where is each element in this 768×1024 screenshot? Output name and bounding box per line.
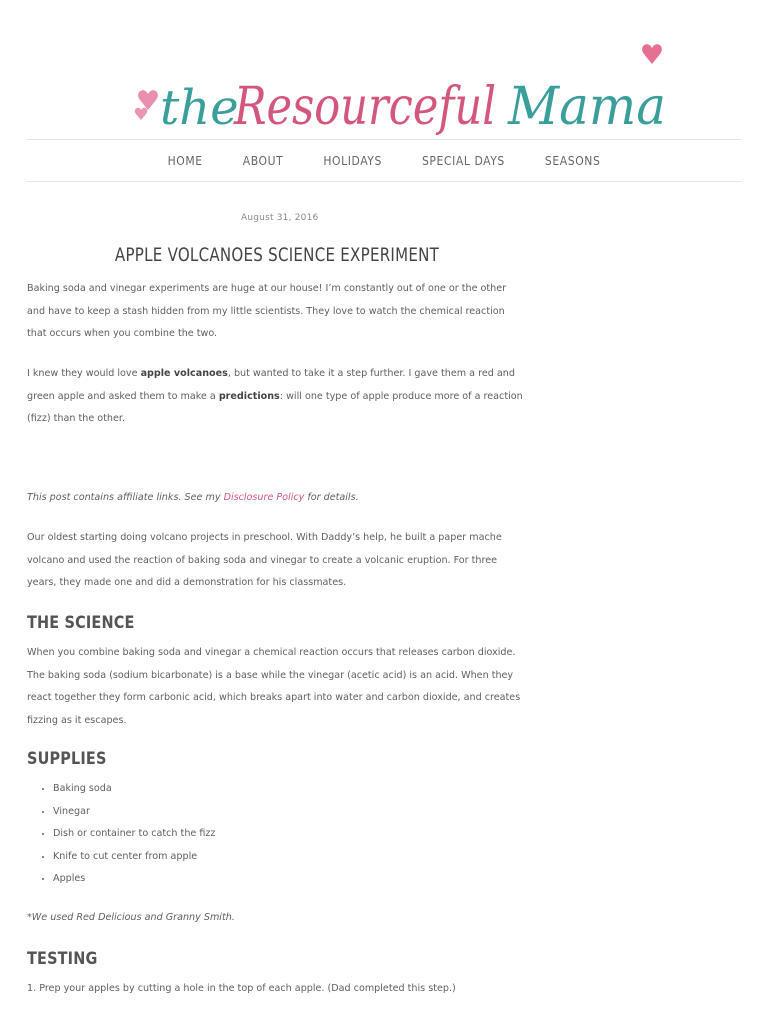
supplies-list-block [27,778,527,891]
svg-text:Mama: Mama [507,77,666,137]
nav-about[interactable]: ABOUT [242,153,284,168]
history-paragraph: Our oldest starting doing volcano projects in preschool. With Daddy’s help, he built a paper mache volcano and used the reaction of baking soda and vinegar to create a volcanic eruption. For three years, they made one and did a demonstration for his classmates. [27,532,502,588]
testing-step-block [27,978,527,1001]
science-paragraph-block [27,642,527,732]
main-nav [27,139,741,182]
post-title: APPLE VOLCANOES SCIENCE EXPERIMENT [114,244,440,266]
testing-section [27,949,527,969]
post-date: August 31, 2016 [241,213,319,223]
disclosure-policy-link[interactable]: Disclosure Policy [223,492,305,503]
science-heading: THE SCIENCE [27,613,135,633]
supplies-list [27,778,527,891]
logo-the: the [160,80,239,136]
prediction-paragraph-block [27,363,527,431]
apple-note-block [27,907,527,930]
list-item: • Vinegar [53,801,527,824]
list-item: • Dish or container to catch the fizz [53,823,527,846]
list-item: • Apples [53,868,527,891]
nav-home[interactable]: HOME [167,153,203,168]
testing-heading: TESTING [27,949,98,969]
affiliate-note: This post contains affiliate links. See my Disclosure Policy for details. [27,492,359,503]
svg-text:Resourceful: Resourceful [233,77,496,137]
affiliate-note-block [27,487,527,510]
list-item: • Baking soda [53,778,527,801]
nav-seasons[interactable]: SEASONS [544,153,601,168]
bold-predictions: predictions [218,390,280,402]
science-section [27,613,527,633]
intro-paragraph-block [27,278,527,346]
nav-holidays[interactable]: HOLIDAYS [323,153,382,168]
supplies-section [27,749,527,769]
heart-icon [642,44,662,64]
bold-apple-volcanoes: apple volcanoes [140,368,228,379]
intro-paragraph: Baking soda and vinegar experiments are huge at our house! I’m constantly out of one or the other and have to keep a stash hidden from my little scientists. They love to watch the chemical reaction that occurs when you combine the two. [27,283,507,339]
list-item: • Knife to cut center from apple [53,846,527,869]
science-paragraph: When you combine baking soda and vinegar a chemical reaction occurs that releases carbon dioxide. The baking soda (sodium bicarbonate) is a base while the vinegar (acetic acid) is an acid. When they react together they form carbonic acid, which breaks apart into water and carbon dioxide, and creates fizzing as it escapes. [27,647,521,726]
testing-step-1: 1. Prep your apples by cutting a hole in the top of each apple. (Dad completed this step.) [27,983,456,994]
supplies-heading: SUPPLIES [27,749,107,769]
nav-special-days[interactable]: SPECIAL DAYS [421,153,505,168]
apple-note: *We used Red Delicious and Granny Smith. [27,912,235,923]
prediction-paragraph: I knew they would love apple volcanoes, but wanted to take it a step further. I gave them a red and green apple and asked them to make a predictions: will one type of apple produce more of a reaction (fizz) than the other. [27,368,523,424]
history-paragraph-block [27,527,527,595]
heart-icon [135,90,158,120]
site-logo[interactable] [0,28,768,140]
